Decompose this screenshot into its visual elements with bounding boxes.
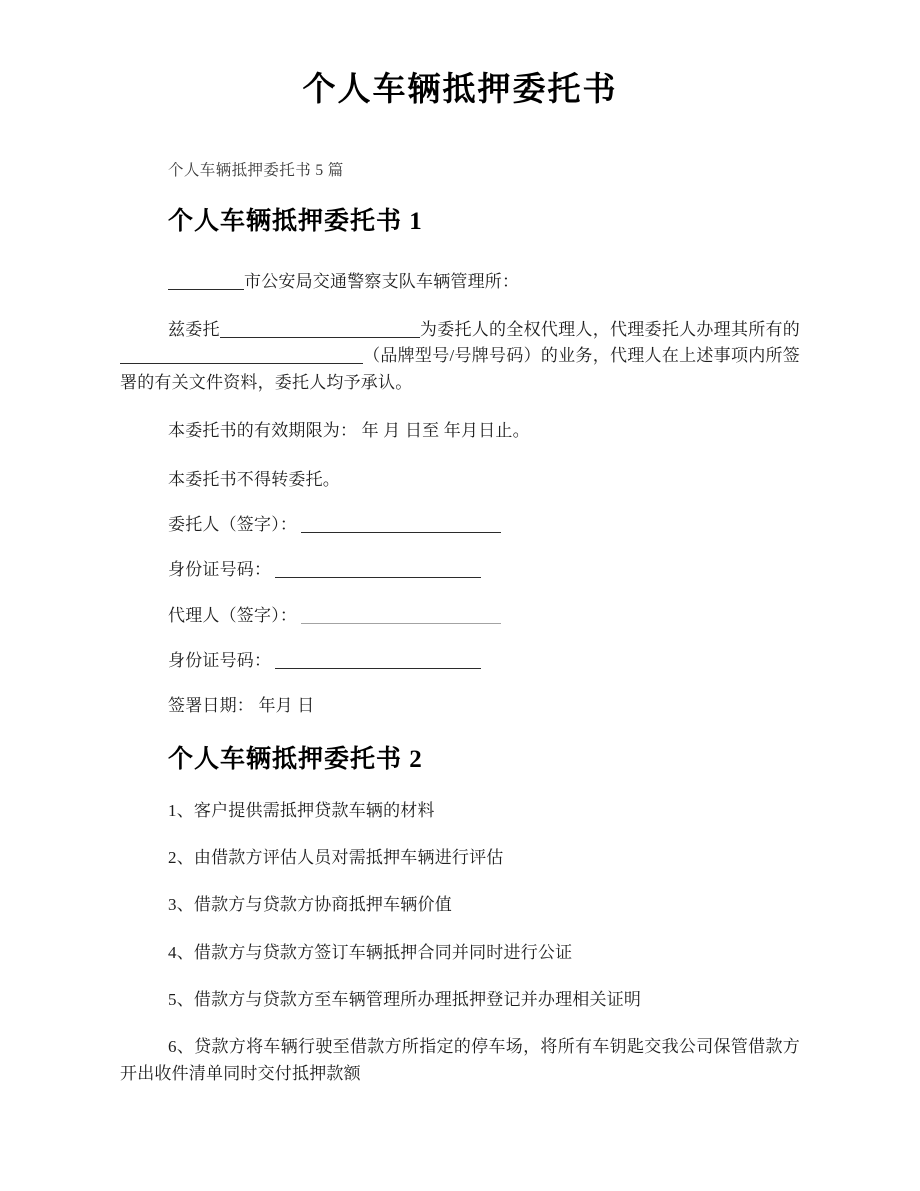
principal-id-line [120, 538, 800, 583]
entrust-mid-text: 为委托人的全权代理人，代理委托人办理其所有的 [419, 320, 800, 340]
entrustment-paragraph [120, 295, 800, 396]
agent-signature-line [120, 584, 800, 629]
principal-signature-blank[interactable] [301, 516, 501, 533]
agent-id-blank[interactable] [275, 652, 481, 669]
list-item: 1、客户提供需抵押贷款车辆的材料 [168, 800, 435, 820]
list-item: 2、由借款方评估人员对需抵押车辆进行评估 [168, 847, 504, 867]
principal-signature-label: 委托人（签字）： [168, 514, 298, 534]
blank-vehicle-model[interactable] [120, 347, 363, 364]
blank-city[interactable] [168, 273, 244, 290]
list-item: 4、借款方与贷款方签订车辆抵押合同并同时进行公证 [168, 942, 573, 962]
principal-id-label: 身份证号码： [168, 560, 272, 580]
blank-agent-name[interactable] [220, 321, 420, 338]
section-heading-1: 个人车辆抵押委托书 1 [168, 207, 423, 235]
sign-date-label: 签署日期： [168, 696, 254, 716]
list-item: 5、借款方与贷款方至车辆管理所办理抵押登记并办理相关证明 [168, 989, 642, 1009]
entrust-tail-text: （品牌型号/号牌号码）的业务，代理人在上述事项内所签署的有关文件资料，委托人均予承认。 [120, 346, 800, 392]
principal-signature-line [120, 493, 800, 538]
agent-signature-blank[interactable] [301, 606, 501, 623]
agent-signature-label: 代理人（签字）： [168, 605, 298, 625]
document-subtitle: 个人车辆抵押委托书 5 篇 [168, 161, 344, 179]
list-item: 3、借款方与贷款方协商抵押车辆价值 [168, 895, 452, 915]
validity-period-line: 本委托书的有效期限为： 年 月 日至 年月日止。 [168, 421, 530, 441]
list-item: 6、贷款方将车辆行驶至借款方所指定的停车场，将所有车钥匙交我公司保管借款方开出收件清单同时交付抵押款额 [120, 1037, 800, 1083]
no-sub-entrustment-line: 本委托书不得转委托。 [168, 469, 340, 489]
agent-id-line [120, 629, 800, 674]
sign-date-line [120, 674, 800, 719]
addressee-text: 市公安局交通警察支队车辆管理所： [244, 271, 520, 291]
addressee-line [120, 239, 800, 295]
sign-date-value: 年月 日 [254, 696, 315, 716]
page-title: 个人车辆抵押委托书 [302, 72, 618, 108]
principal-id-blank[interactable] [275, 561, 481, 578]
section-heading-2: 个人车辆抵押委托书 2 [168, 745, 423, 773]
entrust-lead-text: 兹委托 [168, 320, 220, 340]
agent-id-label: 身份证号码： [168, 650, 272, 670]
